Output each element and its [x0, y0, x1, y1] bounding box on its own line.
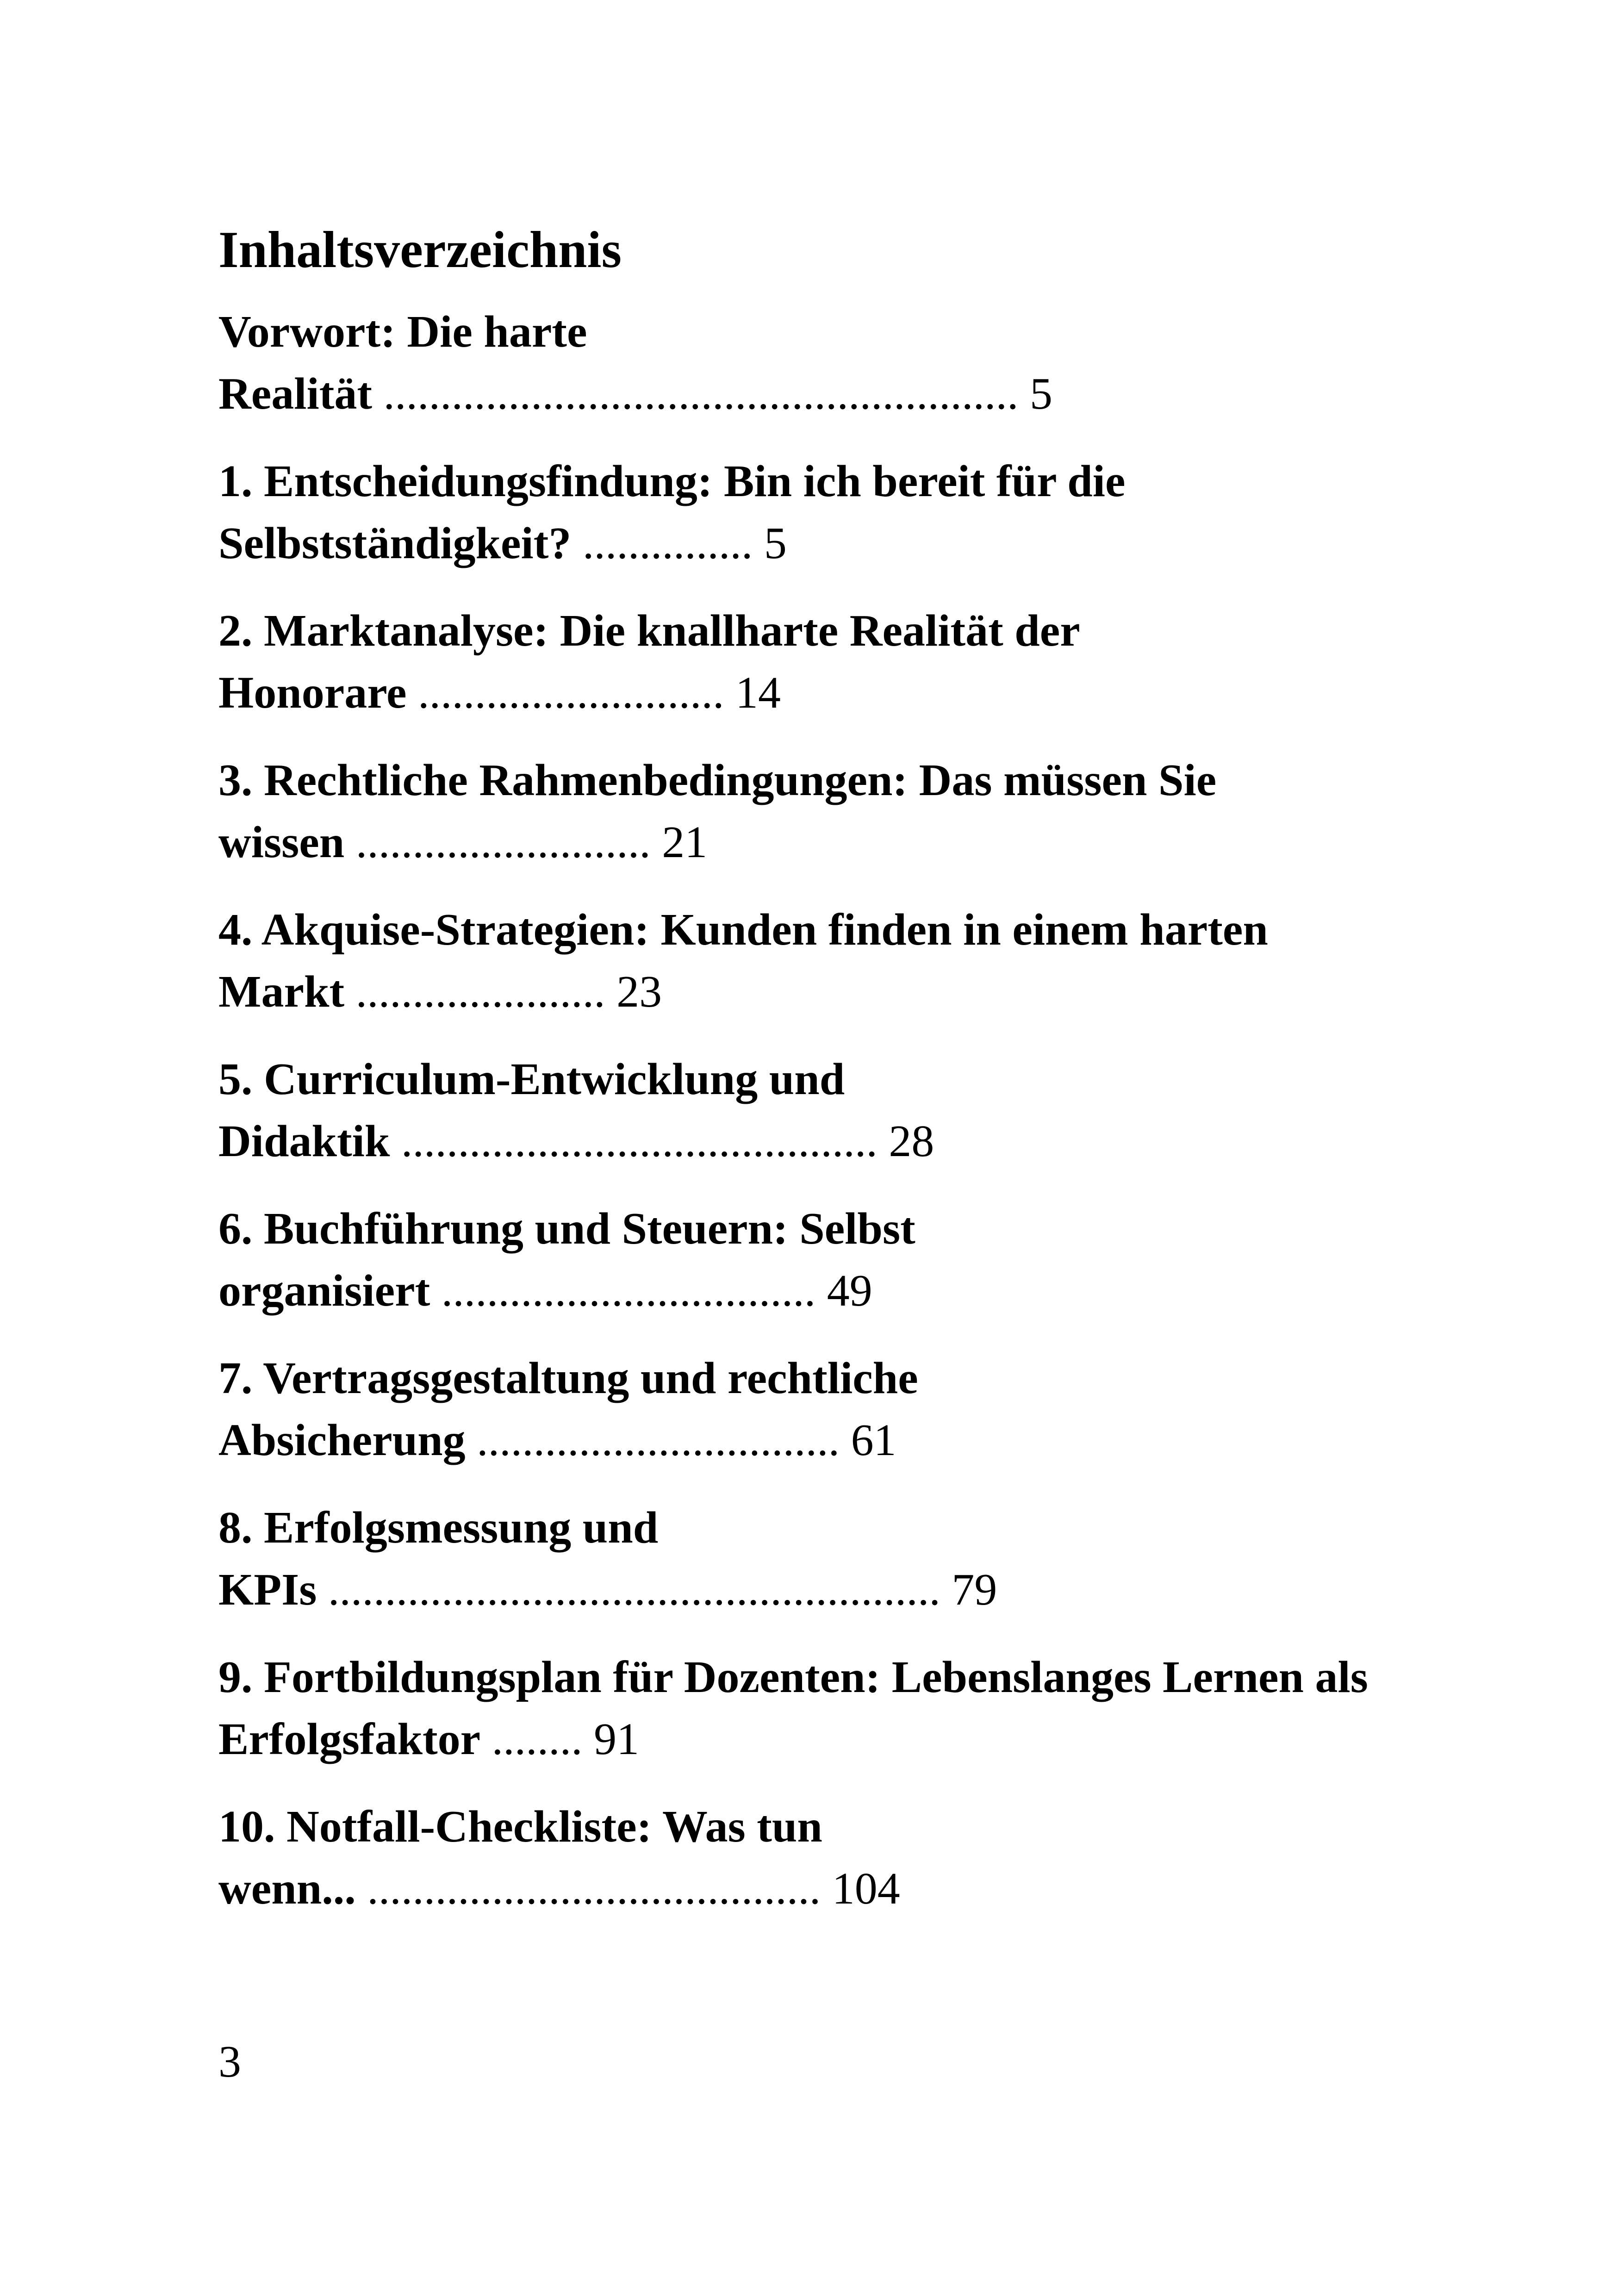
- toc-entry: [218, 1646, 1403, 1770]
- toc-entry-title-end: Realität: [218, 369, 372, 419]
- dot-leader: ..........................: [355, 817, 651, 867]
- toc-entry-title-end: Didaktik: [218, 1116, 390, 1166]
- toc-entry-title-end: Selbstständigkeit?: [218, 518, 572, 568]
- table-of-contents: [218, 301, 1403, 1945]
- toc-page-number: 21: [662, 817, 708, 867]
- toc-entry: [218, 301, 1403, 425]
- toc-entry: [218, 450, 1403, 574]
- toc-entry-title-end: KPIs: [218, 1565, 317, 1615]
- dot-leader: ................................: [477, 1415, 840, 1465]
- toc-page-number: 23: [616, 967, 662, 1017]
- dot-leader: ........................................: [367, 1864, 821, 1914]
- toc-page-number: 14: [735, 668, 781, 718]
- toc-entry-title: 7. Vertragsgestaltung und rechtliche: [218, 1353, 918, 1403]
- toc-entry-line: [218, 1409, 1403, 1471]
- toc-page-number: 28: [889, 1116, 934, 1166]
- toc-entry-title: 4. Akquise-Strategien: Kunden finden in einem harten: [218, 905, 1268, 955]
- toc-entry-title: 3. Rechtliche Rahmenbedingungen: Das müssen Sie: [218, 755, 1217, 805]
- dot-leader: ......................................................: [328, 1565, 940, 1615]
- toc-entry-line: [218, 1110, 1403, 1172]
- dot-leader: ...............: [582, 518, 753, 568]
- toc-entry: [218, 1497, 1403, 1621]
- toc-entry-title: 6. Buchführung und Steuern: Selbst: [218, 1204, 915, 1254]
- toc-entry-title: 9. Fortbildungsplan für Dozenten: Lebenslanges Lernen als: [218, 1652, 1368, 1702]
- dot-leader: ........................................................: [383, 369, 1019, 419]
- toc-entry-line: [218, 512, 1403, 574]
- toc-entry: [218, 600, 1403, 724]
- toc-entry-title-end: wissen: [218, 817, 345, 867]
- toc-page-number: 61: [851, 1415, 896, 1465]
- toc-entry-title: 1. Entscheidungsfindung: Bin ich bereit für die: [218, 456, 1126, 506]
- toc-page-number: 79: [952, 1565, 997, 1615]
- toc-entry-title: 10. Notfall-Checkliste: Was tun: [218, 1802, 822, 1852]
- toc-entry-title-end: Honorare: [218, 668, 407, 718]
- toc-entry-title-end: Erfolgsfaktor: [218, 1714, 481, 1764]
- toc-entry-line: [218, 662, 1403, 724]
- toc-entry-title: 5. Curriculum-Entwicklung und: [218, 1054, 845, 1104]
- toc-entry-line: [218, 363, 1403, 425]
- toc-entry: [218, 1198, 1403, 1322]
- dot-leader: ..........................................: [401, 1116, 877, 1166]
- toc-entry-title: 8. Erfolgsmessung und: [218, 1503, 659, 1553]
- toc-entry: [218, 1796, 1403, 1920]
- toc-entry-title-end: Absicherung: [218, 1415, 466, 1465]
- toc-entry-line: [218, 811, 1403, 873]
- toc-entry-title: Vorwort: Die harte: [218, 307, 587, 357]
- toc-entry-line: [218, 961, 1403, 1023]
- toc-entry: [218, 1048, 1403, 1172]
- toc-page-number: 49: [827, 1266, 872, 1316]
- page-footer-number: 3: [218, 2037, 241, 2087]
- toc-page-number: 91: [594, 1714, 640, 1764]
- toc-entry: [218, 749, 1403, 873]
- toc-page-number: 5: [764, 518, 787, 568]
- toc-entry: [218, 1347, 1403, 1471]
- toc-entry-line: [218, 1260, 1403, 1322]
- dot-leader: ........: [492, 1714, 583, 1764]
- toc-entry: [218, 899, 1403, 1023]
- toc-entry-title: 2. Marktanalyse: Die knallharte Realität der: [218, 606, 1080, 656]
- dot-leader: .................................: [441, 1266, 816, 1316]
- toc-entry-title-end: wenn...: [218, 1864, 356, 1914]
- toc-entry-title-end: organisiert: [218, 1266, 430, 1316]
- toc-page-number: 5: [1030, 369, 1052, 419]
- dot-leader: ......................: [355, 967, 605, 1017]
- toc-entry-line: [218, 1708, 1403, 1770]
- toc-entry-line: [218, 1559, 1403, 1621]
- toc-page-number: 104: [832, 1864, 900, 1914]
- dot-leader: ...........................: [417, 668, 724, 718]
- page-title: Inhaltsverzeichnis: [218, 221, 622, 279]
- toc-entry-title-end: Markt: [218, 967, 345, 1017]
- toc-entry-line: [218, 1858, 1403, 1920]
